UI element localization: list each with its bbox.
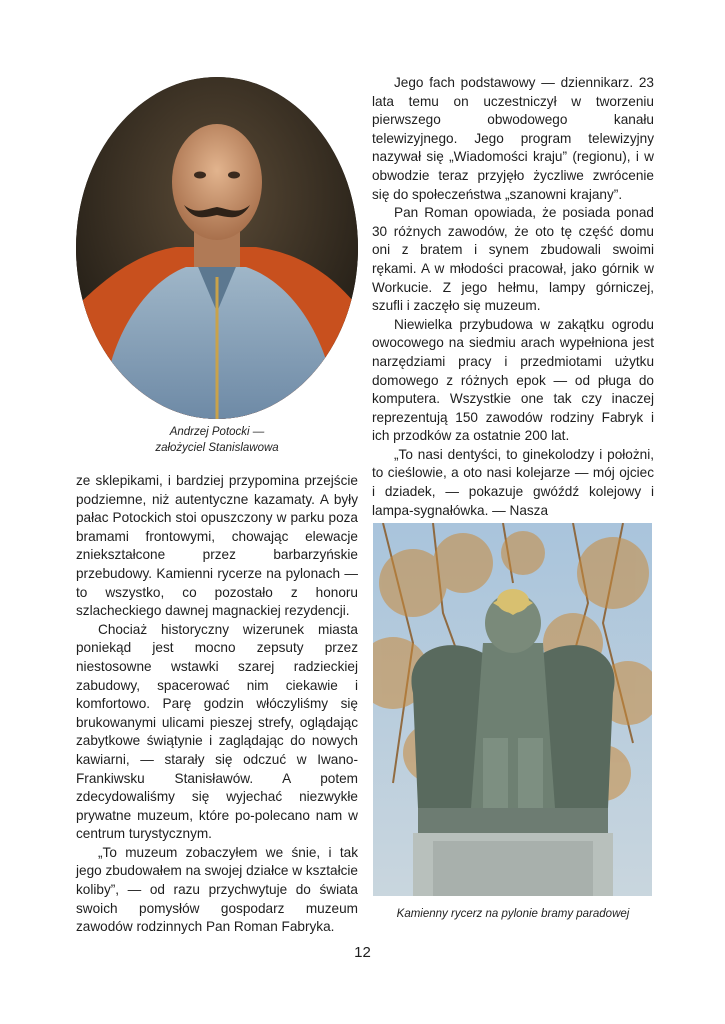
left-paragraph-1: ze sklepikami, i bardziej przypomina przejście podziemne, niż autentyczne kazamaty. A były pałac Potockich stoi opuszczony w parku poza bramami frontowymi, chowając elewacje zniekształcone przez barbarzyńskie przebudowy. Kamienni rycerze na pylonach — to wszystko, co pozostało z honoru szlacheckiego dawnej magnackiej rezydencji. — [76, 473, 358, 619]
left-column — [76, 472, 358, 937]
left-paragraph-3: „To muzeum zobaczyłem we śnie, i tak jego zbudowałem na swojej działce w kształcie koliby”, — od razu przychwytuje do świata swoich pomysłów gospodarz muzeum zawodów rodzinnych Pan Roman Fabryka. — [76, 844, 358, 935]
knight-statue-photo — [373, 523, 652, 896]
right-column — [372, 74, 654, 520]
portrait-caption-line1: Andrzej Potocki — — [169, 426, 265, 438]
left-paragraph-2: Chociaż historyczny wizerunek miasta poniekąd jest mocno zepsuty przez niestosowne wstawki szarej radzieckiej zabudowy, spacerować nim ciekawie i komfortowo. Parę godzin włóczyliśmy się brukowanymi ulicami pieszej strefy, oglądając zabytkowe świątynie i zaglądając do nowych kawiarni, — starały się odczuć w Iwano-Frankiwsku Stanisławów. A potem zdecydowaliśmy się wyjechać niezwykłe prywatne muzeum, które po-polecano nam w centrum turystycznym. — [76, 621, 358, 842]
portrait-caption — [76, 424, 358, 456]
page-number: 12 — [354, 944, 371, 961]
right-paragraph-3: Niewielka przybudowa w zakątku ogrodu owocowego na siedmiu arach wypełniona jest narzędziami pracy i przedmiotami użytku domowego z różnych epok — od pługa do komputera. Wszystkie one tak czy inaczej reprezentują 150 zawodów rodziny Fabryk i ich przodków za ostatnie 200 lat. — [372, 316, 654, 444]
portrait-caption-line2: założyciel Stanislawowa — [155, 442, 279, 454]
right-paragraph-2: Pan Roman opowiada, że posiada ponad 30 różnych zawodów, że oto tę część domu oni z bratem i synem zbudowali swoimi rękami. A w młodości pracował, jako górnik w Workucie. Z jego hełmu, lampy górniczej, szufli i zaczęło się muzeum. — [372, 205, 654, 314]
photo-caption: Kamienny rycerz na pylonie bramy paradowej — [396, 908, 630, 920]
right-paragraph-4: „To nasi dentyści, to ginekolodzy i położni, to cieślowie, a oto nasi kolejarze — mój ojciec i dziadek, — pokazuje gwóźdź kolejowy i lampa-sygnałówka. — Nasza — [372, 446, 654, 518]
right-paragraph-1: Jego fach podstawowy — dziennikarz. 23 lata temu on uczestniczył w tworzeniu pierwszego obwodowego kanału telewizyjnego. Jego program telewizyjny nazywał się „Wiadomości kraju” (regionu), i w obwodzie teraz przyjęło życzliwe zwrócenie się do społeczeństwa „szanowni krajany”. — [372, 75, 654, 202]
portrait-image — [76, 77, 358, 419]
